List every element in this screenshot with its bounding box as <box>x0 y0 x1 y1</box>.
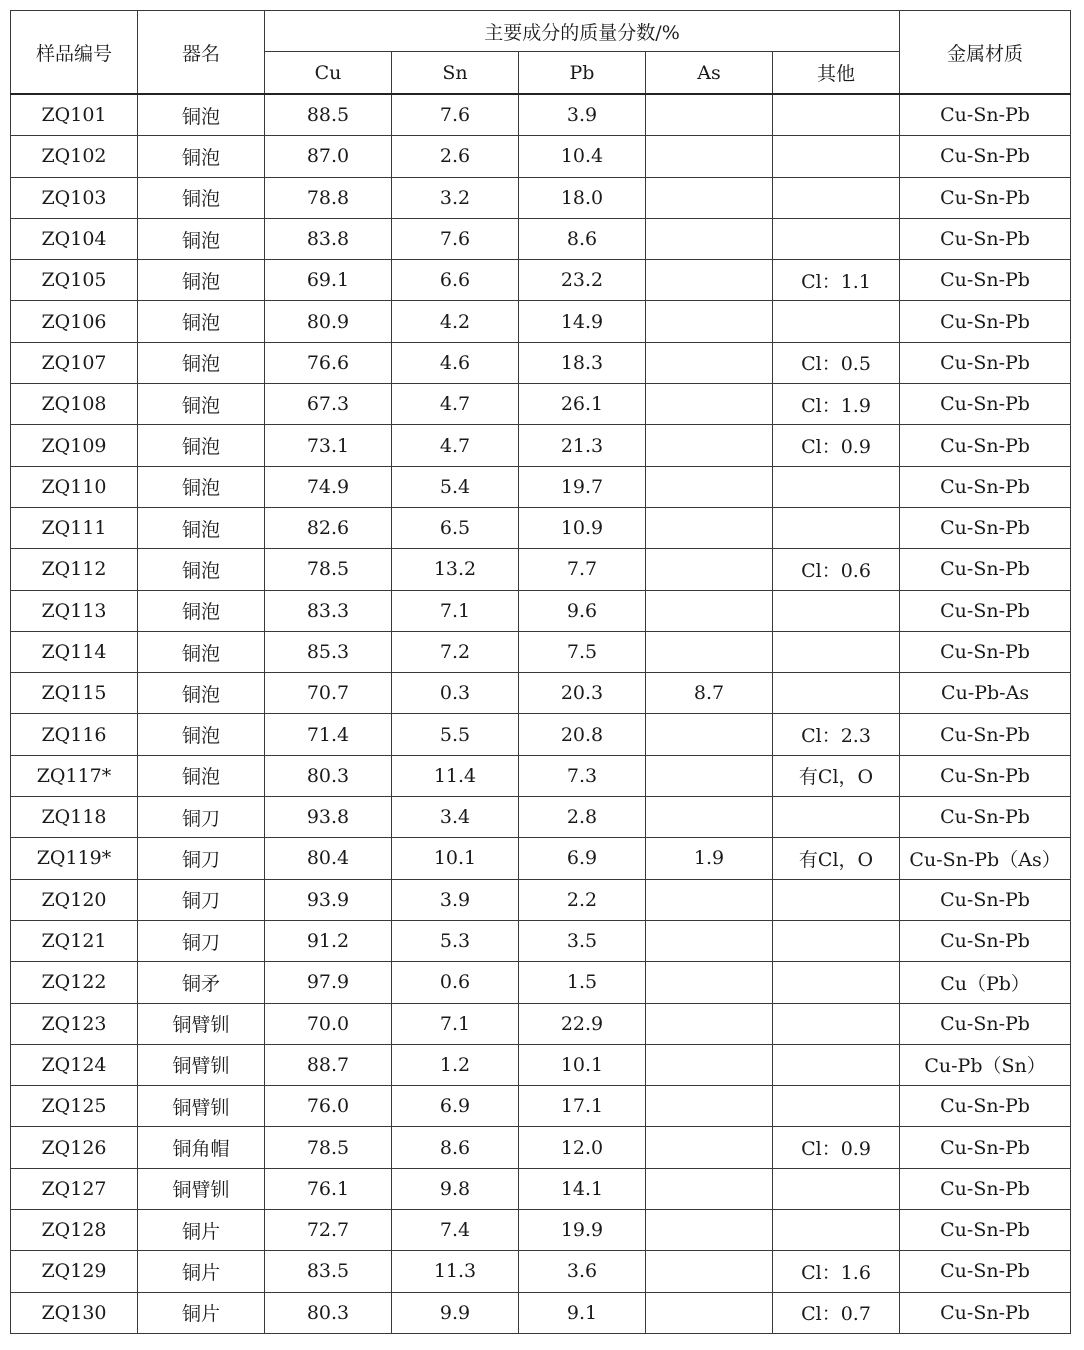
cell-material: Cu-Sn-Pb <box>900 631 1071 672</box>
cell-cu: 73.1 <box>265 425 392 466</box>
cell-sample-id: ZQ101 <box>11 94 138 136</box>
cell-other <box>773 1003 900 1044</box>
cell-other <box>773 1086 900 1127</box>
cell-other: Cl：1.6 <box>773 1251 900 1292</box>
header-sn: Sn <box>392 52 519 95</box>
cell-other: Cl：1.1 <box>773 260 900 301</box>
cell-sample-id: ZQ107 <box>11 342 138 383</box>
cell-item-name: 铜泡 <box>138 94 265 136</box>
table-row <box>11 549 1071 590</box>
cell-pb: 7.7 <box>519 549 646 590</box>
cell-sample-id: ZQ127 <box>11 1168 138 1209</box>
cell-as <box>646 549 773 590</box>
cell-sn: 5.5 <box>392 714 519 755</box>
cell-sn: 6.9 <box>392 1086 519 1127</box>
cell-material: Cu-Sn-Pb <box>900 384 1071 425</box>
cell-sample-id: ZQ117* <box>11 755 138 796</box>
cell-pb: 18.3 <box>519 342 646 383</box>
cell-sample-id: ZQ115 <box>11 673 138 714</box>
table-row <box>11 1127 1071 1168</box>
cell-cu: 82.6 <box>265 507 392 548</box>
cell-as: 8.7 <box>646 673 773 714</box>
cell-sample-id: ZQ104 <box>11 218 138 259</box>
cell-sn: 7.1 <box>392 590 519 631</box>
table-row <box>11 1168 1071 1209</box>
cell-sn: 13.2 <box>392 549 519 590</box>
cell-sample-id: ZQ124 <box>11 1044 138 1085</box>
cell-material: Cu-Sn-Pb <box>900 342 1071 383</box>
cell-pb: 6.9 <box>519 838 646 879</box>
cell-sample-id: ZQ129 <box>11 1251 138 1292</box>
cell-material: Cu-Sn-Pb（As） <box>900 838 1071 879</box>
cell-material: Cu-Sn-Pb <box>900 466 1071 507</box>
cell-cu: 71.4 <box>265 714 392 755</box>
cell-material: Cu-Sn-Pb <box>900 755 1071 796</box>
table-row <box>11 631 1071 672</box>
cell-material: Cu-Sn-Pb <box>900 94 1071 136</box>
cell-sn: 4.7 <box>392 425 519 466</box>
cell-pb: 3.6 <box>519 1251 646 1292</box>
cell-as <box>646 507 773 548</box>
table-row <box>11 590 1071 631</box>
cell-sn: 9.8 <box>392 1168 519 1209</box>
cell-other <box>773 136 900 177</box>
cell-sample-id: ZQ118 <box>11 797 138 838</box>
cell-pb: 10.9 <box>519 507 646 548</box>
cell-sn: 7.4 <box>392 1210 519 1251</box>
table-row <box>11 755 1071 796</box>
cell-sample-id: ZQ105 <box>11 260 138 301</box>
cell-other <box>773 218 900 259</box>
cell-sample-id: ZQ112 <box>11 549 138 590</box>
table-row <box>11 1292 1071 1333</box>
cell-cu: 72.7 <box>265 1210 392 1251</box>
table-row <box>11 962 1071 1003</box>
cell-sample-id: ZQ103 <box>11 177 138 218</box>
cell-pb: 1.5 <box>519 962 646 1003</box>
cell-pb: 17.1 <box>519 1086 646 1127</box>
cell-cu: 91.2 <box>265 920 392 961</box>
cell-cu: 76.6 <box>265 342 392 383</box>
cell-cu: 88.7 <box>265 1044 392 1085</box>
table-row <box>11 920 1071 961</box>
table-row <box>11 1210 1071 1251</box>
cell-item-name: 铜泡 <box>138 549 265 590</box>
cell-other <box>773 590 900 631</box>
cell-material: Cu-Sn-Pb <box>900 1210 1071 1251</box>
cell-other <box>773 177 900 218</box>
cell-material: Cu-Sn-Pb <box>900 1086 1071 1127</box>
cell-sample-id: ZQ128 <box>11 1210 138 1251</box>
cell-material: Cu-Sn-Pb <box>900 425 1071 466</box>
cell-material: Cu-Sn-Pb <box>900 301 1071 342</box>
cell-item-name: 铜泡 <box>138 260 265 301</box>
cell-as <box>646 755 773 796</box>
cell-as <box>646 879 773 920</box>
cell-pb: 10.4 <box>519 136 646 177</box>
cell-material: Cu-Sn-Pb <box>900 136 1071 177</box>
cell-pb: 2.8 <box>519 797 646 838</box>
header-composition-group: 主要成分的质量分数/% <box>265 11 900 52</box>
cell-item-name: 铜矛 <box>138 962 265 1003</box>
cell-material: Cu-Sn-Pb <box>900 218 1071 259</box>
cell-sn: 6.5 <box>392 507 519 548</box>
cell-sn: 4.2 <box>392 301 519 342</box>
cell-pb: 18.0 <box>519 177 646 218</box>
table-row <box>11 507 1071 548</box>
cell-material: Cu-Sn-Pb <box>900 1003 1071 1044</box>
composition-table <box>10 10 1071 1334</box>
cell-item-name: 铜泡 <box>138 218 265 259</box>
cell-material: Cu-Sn-Pb <box>900 260 1071 301</box>
cell-cu: 70.0 <box>265 1003 392 1044</box>
header-sample-id: 样品编号 <box>11 11 138 95</box>
cell-pb: 22.9 <box>519 1003 646 1044</box>
cell-pb: 12.0 <box>519 1127 646 1168</box>
cell-pb: 9.6 <box>519 590 646 631</box>
cell-other: Cl：0.7 <box>773 1292 900 1333</box>
cell-other <box>773 962 900 1003</box>
cell-sample-id: ZQ102 <box>11 136 138 177</box>
cell-pb: 3.9 <box>519 94 646 136</box>
header-other: 其他 <box>773 52 900 95</box>
cell-item-name: 铜泡 <box>138 384 265 425</box>
cell-other <box>773 673 900 714</box>
cell-other: Cl：0.5 <box>773 342 900 383</box>
cell-other <box>773 1044 900 1085</box>
cell-sample-id: ZQ119* <box>11 838 138 879</box>
cell-as: 1.9 <box>646 838 773 879</box>
cell-other <box>773 1168 900 1209</box>
header-item-name: 器名 <box>138 11 265 95</box>
cell-other: 有Cl，O <box>773 838 900 879</box>
table-row <box>11 94 1071 136</box>
cell-sn: 3.2 <box>392 177 519 218</box>
header-material: 金属材质 <box>900 11 1071 95</box>
cell-pb: 19.9 <box>519 1210 646 1251</box>
cell-as <box>646 714 773 755</box>
cell-as <box>646 301 773 342</box>
cell-sample-id: ZQ110 <box>11 466 138 507</box>
cell-as <box>646 136 773 177</box>
cell-item-name: 铜泡 <box>138 177 265 218</box>
cell-as <box>646 425 773 466</box>
cell-material: Cu-Pb-As <box>900 673 1071 714</box>
cell-as <box>646 342 773 383</box>
table-row <box>11 218 1071 259</box>
cell-material: Cu（Pb） <box>900 962 1071 1003</box>
cell-as <box>646 1127 773 1168</box>
cell-item-name: 铜臂钏 <box>138 1168 265 1209</box>
table-row <box>11 797 1071 838</box>
table-row <box>11 466 1071 507</box>
cell-sample-id: ZQ122 <box>11 962 138 1003</box>
cell-material: Cu-Sn-Pb <box>900 590 1071 631</box>
cell-material: Cu-Sn-Pb <box>900 879 1071 920</box>
table-row <box>11 384 1071 425</box>
cell-item-name: 铜刀 <box>138 838 265 879</box>
cell-cu: 78.5 <box>265 549 392 590</box>
cell-cu: 74.9 <box>265 466 392 507</box>
cell-sn: 4.7 <box>392 384 519 425</box>
cell-other: Cl：2.3 <box>773 714 900 755</box>
table-row <box>11 1251 1071 1292</box>
cell-sn: 6.6 <box>392 260 519 301</box>
cell-cu: 78.5 <box>265 1127 392 1168</box>
cell-material: Cu-Sn-Pb <box>900 714 1071 755</box>
cell-sn: 10.1 <box>392 838 519 879</box>
cell-as <box>646 962 773 1003</box>
cell-as <box>646 631 773 672</box>
cell-item-name: 铜泡 <box>138 631 265 672</box>
cell-pb: 20.3 <box>519 673 646 714</box>
table-row <box>11 1086 1071 1127</box>
cell-sn: 7.1 <box>392 1003 519 1044</box>
table-row <box>11 1003 1071 1044</box>
cell-pb: 10.1 <box>519 1044 646 1085</box>
cell-other: Cl：0.9 <box>773 425 900 466</box>
header-pb: Pb <box>519 52 646 95</box>
cell-sn: 3.9 <box>392 879 519 920</box>
cell-sn: 7.6 <box>392 218 519 259</box>
cell-as <box>646 1003 773 1044</box>
cell-as <box>646 384 773 425</box>
cell-item-name: 铜角帽 <box>138 1127 265 1168</box>
cell-sn: 1.2 <box>392 1044 519 1085</box>
table-row <box>11 714 1071 755</box>
cell-item-name: 铜泡 <box>138 136 265 177</box>
cell-other <box>773 879 900 920</box>
cell-cu: 83.5 <box>265 1251 392 1292</box>
cell-cu: 83.3 <box>265 590 392 631</box>
table-row <box>11 260 1071 301</box>
cell-item-name: 铜泡 <box>138 466 265 507</box>
cell-sample-id: ZQ113 <box>11 590 138 631</box>
cell-sample-id: ZQ121 <box>11 920 138 961</box>
cell-item-name: 铜臂钏 <box>138 1044 265 1085</box>
cell-pb: 20.8 <box>519 714 646 755</box>
cell-sn: 8.6 <box>392 1127 519 1168</box>
cell-sn: 7.6 <box>392 94 519 136</box>
cell-item-name: 铜片 <box>138 1251 265 1292</box>
cell-cu: 69.1 <box>265 260 392 301</box>
cell-sample-id: ZQ108 <box>11 384 138 425</box>
cell-material: Cu-Sn-Pb <box>900 507 1071 548</box>
cell-material: Cu-Sn-Pb <box>900 1292 1071 1333</box>
cell-cu: 80.3 <box>265 1292 392 1333</box>
table-row <box>11 177 1071 218</box>
header-as: As <box>646 52 773 95</box>
table-row <box>11 342 1071 383</box>
table-row <box>11 838 1071 879</box>
cell-material: Cu-Sn-Pb <box>900 797 1071 838</box>
cell-material: Cu-Sn-Pb <box>900 1168 1071 1209</box>
cell-item-name: 铜刀 <box>138 920 265 961</box>
table-header <box>11 11 1071 95</box>
cell-as <box>646 1086 773 1127</box>
cell-sn: 7.2 <box>392 631 519 672</box>
cell-as <box>646 590 773 631</box>
cell-item-name: 铜臂钏 <box>138 1003 265 1044</box>
cell-as <box>646 1251 773 1292</box>
cell-sn: 11.3 <box>392 1251 519 1292</box>
cell-pb: 7.5 <box>519 631 646 672</box>
cell-pb: 19.7 <box>519 466 646 507</box>
cell-sample-id: ZQ116 <box>11 714 138 755</box>
cell-other <box>773 466 900 507</box>
cell-as <box>646 1044 773 1085</box>
cell-item-name: 铜泡 <box>138 714 265 755</box>
cell-other <box>773 920 900 961</box>
table-row <box>11 1044 1071 1085</box>
cell-other: Cl：0.6 <box>773 549 900 590</box>
cell-sn: 0.6 <box>392 962 519 1003</box>
cell-sn: 4.6 <box>392 342 519 383</box>
cell-other: Cl：1.9 <box>773 384 900 425</box>
cell-material: Cu-Sn-Pb <box>900 549 1071 590</box>
cell-as <box>646 1210 773 1251</box>
table-row <box>11 136 1071 177</box>
cell-other: 有Cl，O <box>773 755 900 796</box>
cell-as <box>646 1292 773 1333</box>
cell-cu: 80.9 <box>265 301 392 342</box>
cell-cu: 70.7 <box>265 673 392 714</box>
cell-cu: 83.8 <box>265 218 392 259</box>
cell-material: Cu-Sn-Pb <box>900 1127 1071 1168</box>
cell-item-name: 铜泡 <box>138 507 265 548</box>
cell-item-name: 铜刀 <box>138 797 265 838</box>
cell-other <box>773 507 900 548</box>
cell-item-name: 铜泡 <box>138 425 265 466</box>
cell-cu: 93.8 <box>265 797 392 838</box>
cell-cu: 87.0 <box>265 136 392 177</box>
header-cu: Cu <box>265 52 392 95</box>
cell-item-name: 铜泡 <box>138 755 265 796</box>
cell-sample-id: ZQ106 <box>11 301 138 342</box>
cell-sn: 5.3 <box>392 920 519 961</box>
cell-sn: 9.9 <box>392 1292 519 1333</box>
cell-item-name: 铜泡 <box>138 301 265 342</box>
cell-pb: 23.2 <box>519 260 646 301</box>
cell-other <box>773 1210 900 1251</box>
cell-other <box>773 631 900 672</box>
cell-other <box>773 301 900 342</box>
table-row <box>11 301 1071 342</box>
cell-sample-id: ZQ120 <box>11 879 138 920</box>
cell-item-name: 铜泡 <box>138 342 265 383</box>
cell-cu: 67.3 <box>265 384 392 425</box>
cell-pb: 7.3 <box>519 755 646 796</box>
cell-sample-id: ZQ126 <box>11 1127 138 1168</box>
cell-material: Cu-Sn-Pb <box>900 177 1071 218</box>
cell-sample-id: ZQ111 <box>11 507 138 548</box>
cell-sn: 2.6 <box>392 136 519 177</box>
cell-sn: 0.3 <box>392 673 519 714</box>
cell-as <box>646 797 773 838</box>
cell-pb: 2.2 <box>519 879 646 920</box>
cell-material: Cu-Sn-Pb <box>900 1251 1071 1292</box>
cell-sn: 5.4 <box>392 466 519 507</box>
cell-as <box>646 94 773 136</box>
cell-pb: 3.5 <box>519 920 646 961</box>
cell-as <box>646 218 773 259</box>
cell-item-name: 铜臂钏 <box>138 1086 265 1127</box>
cell-pb: 14.1 <box>519 1168 646 1209</box>
cell-item-name: 铜泡 <box>138 673 265 714</box>
cell-item-name: 铜刀 <box>138 879 265 920</box>
cell-item-name: 铜片 <box>138 1292 265 1333</box>
cell-sample-id: ZQ123 <box>11 1003 138 1044</box>
cell-cu: 93.9 <box>265 879 392 920</box>
cell-other <box>773 94 900 136</box>
cell-material: Cu-Pb（Sn） <box>900 1044 1071 1085</box>
cell-as <box>646 260 773 301</box>
table-row <box>11 673 1071 714</box>
cell-other <box>773 797 900 838</box>
cell-pb: 21.3 <box>519 425 646 466</box>
cell-material: Cu-Sn-Pb <box>900 920 1071 961</box>
cell-sample-id: ZQ130 <box>11 1292 138 1333</box>
cell-item-name: 铜片 <box>138 1210 265 1251</box>
cell-sample-id: ZQ109 <box>11 425 138 466</box>
cell-pb: 14.9 <box>519 301 646 342</box>
cell-pb: 26.1 <box>519 384 646 425</box>
cell-cu: 78.8 <box>265 177 392 218</box>
table-row <box>11 425 1071 466</box>
cell-sample-id: ZQ125 <box>11 1086 138 1127</box>
cell-item-name: 铜泡 <box>138 590 265 631</box>
cell-as <box>646 920 773 961</box>
cell-cu: 97.9 <box>265 962 392 1003</box>
cell-sample-id: ZQ114 <box>11 631 138 672</box>
cell-as <box>646 1168 773 1209</box>
cell-sn: 3.4 <box>392 797 519 838</box>
cell-pb: 8.6 <box>519 218 646 259</box>
cell-pb: 9.1 <box>519 1292 646 1333</box>
cell-sn: 11.4 <box>392 755 519 796</box>
table-row <box>11 879 1071 920</box>
cell-cu: 76.0 <box>265 1086 392 1127</box>
cell-cu: 88.5 <box>265 94 392 136</box>
cell-as <box>646 177 773 218</box>
cell-cu: 80.4 <box>265 838 392 879</box>
cell-as <box>646 466 773 507</box>
cell-cu: 76.1 <box>265 1168 392 1209</box>
cell-cu: 80.3 <box>265 755 392 796</box>
table-body <box>11 94 1071 1333</box>
cell-cu: 85.3 <box>265 631 392 672</box>
cell-other: Cl：0.9 <box>773 1127 900 1168</box>
